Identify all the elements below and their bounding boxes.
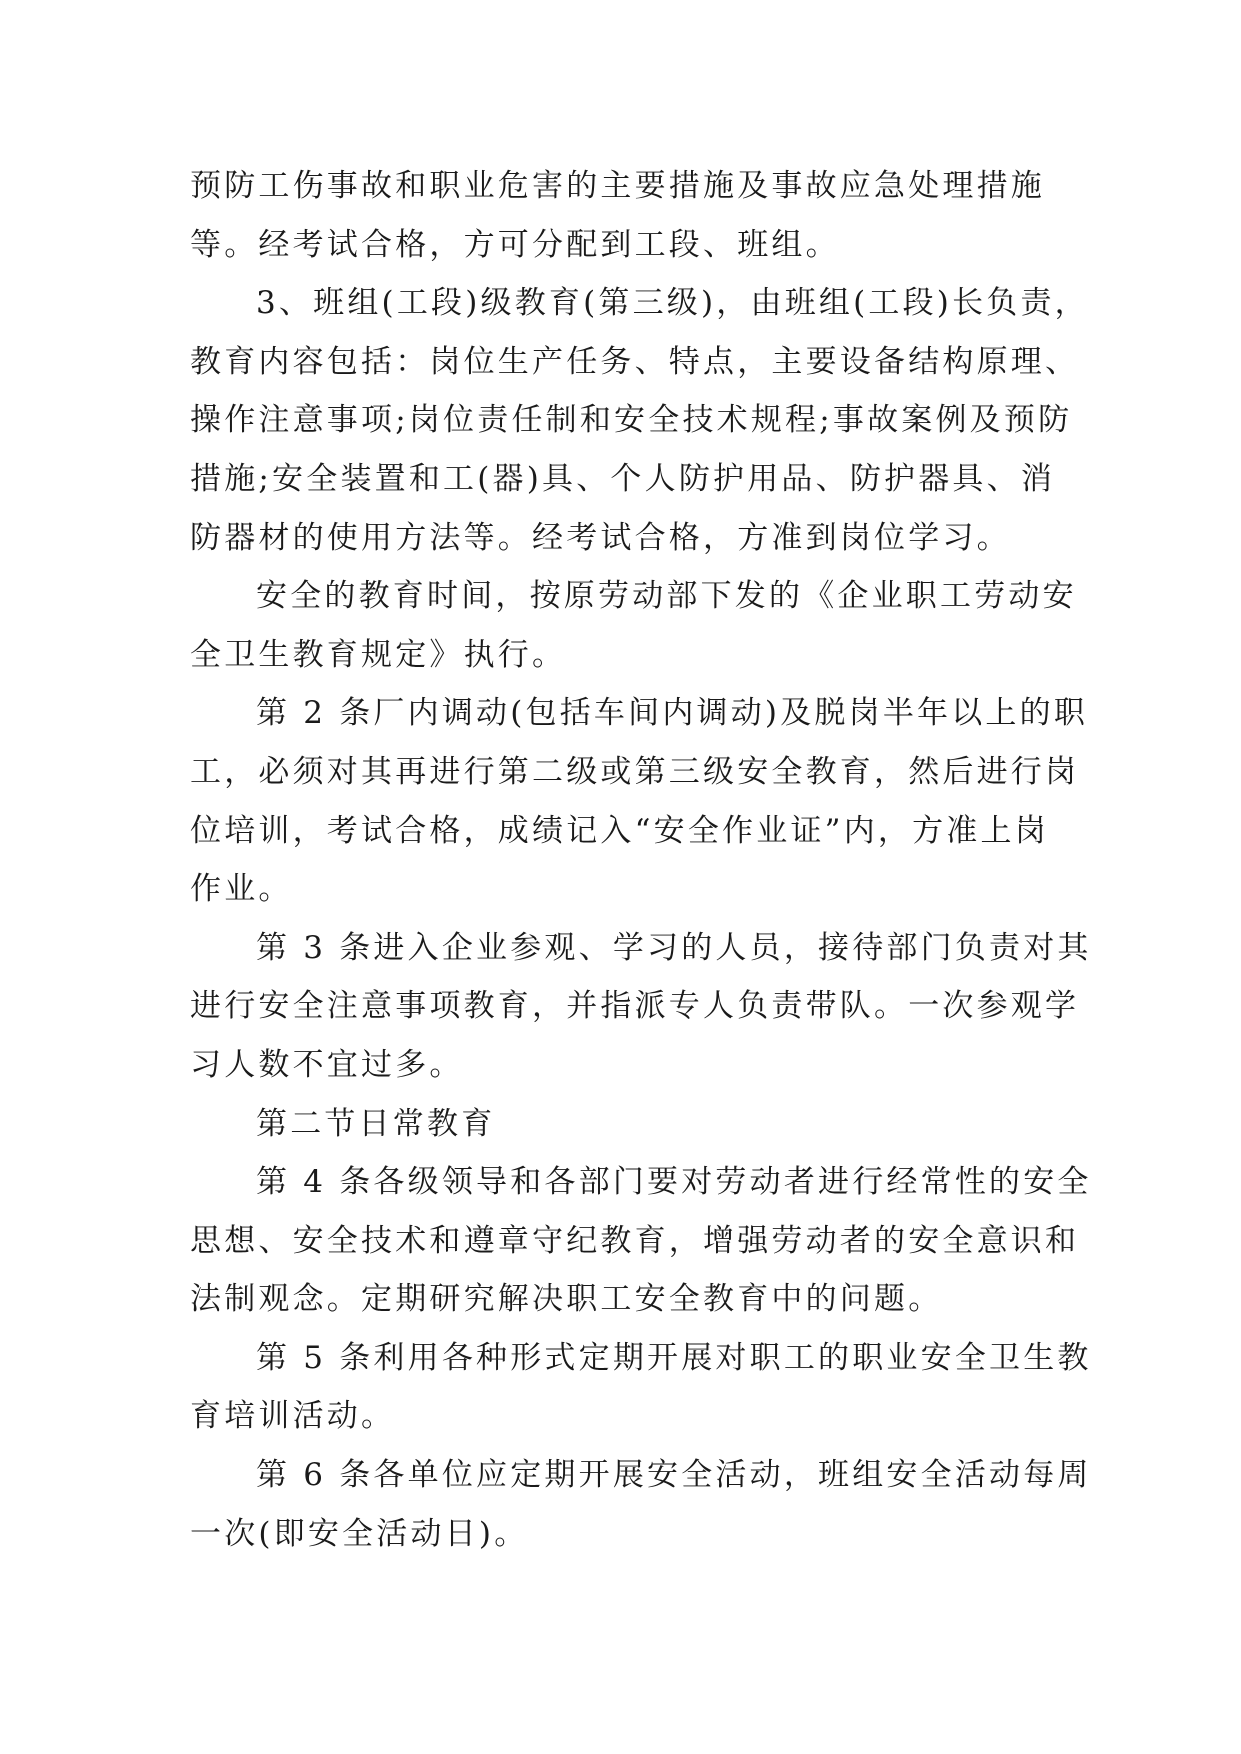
text-line: 法制观念。定期研究解决职工安全教育中的问题。 (190, 1281, 943, 1318)
document-body (190, 157, 1092, 1563)
text-line: 第 2 条厂内调动(包括车间内调动)及脱岗半年以上的职 (256, 695, 1089, 732)
text-line: 位培训，考试合格，成绩记入“安全作业证”内，方准上岗 (190, 812, 1049, 849)
text-line: 防器材的使用方法等。经考试合格，方准到岗位学习。 (190, 519, 1011, 556)
text-line: 第 5 条利用各种形式定期开展对职工的职业安全卫生教 (256, 1339, 1092, 1376)
text-line: 安全的教育时间，按原劳动部下发的《企业职工劳动安 (256, 578, 1077, 615)
text-line: 第 6 条各单位应定期开展安全活动，班组安全活动每周 (256, 1457, 1092, 1494)
text-line: 习人数不宜过多。 (190, 1046, 464, 1083)
text-line: 育培训活动。 (190, 1398, 396, 1435)
text-line: 措施;安全装置和工(器)具、个人防护用品、防护器具、消 (190, 460, 1056, 497)
section-heading: 第二节日常教育 (256, 1105, 496, 1142)
text-line: 等。经考试合格，方可分配到工段、班组。 (190, 226, 840, 263)
text-line: 3、班组(工段)级教育(第三级)，由班组(工段)长负责， (256, 285, 1089, 322)
text-line: 思想、安全技术和遵章守纪教育，增强劳动者的安全意识和 (190, 1222, 1080, 1259)
text-line: 一次(即安全活动日)。 (190, 1515, 529, 1552)
text-line: 操作注意事项;岗位责任制和安全技术规程;事故案例及预防 (190, 402, 1073, 439)
text-line: 第 3 条进入企业参观、学习的人员，接待部门负责对其 (256, 929, 1092, 966)
text-line: 第 4 条各级领导和各部门要对劳动者进行经常性的安全 (256, 1164, 1092, 1201)
text-line: 进行安全注意事项教育，并指派专人负责带队。一次参观学 (190, 988, 1080, 1025)
text-line: 全卫生教育规定》执行。 (190, 636, 567, 673)
text-line: 作业。 (190, 871, 293, 908)
text-line: 工，必须对其再进行第二级或第三级安全教育，然后进行岗 (190, 753, 1080, 790)
text-line: 教育内容包括：岗位生产任务、特点，主要设备结构原理、 (190, 343, 1080, 380)
text-line: 预防工伤事故和职业危害的主要措施及事故应急处理措施 (190, 168, 1045, 204)
